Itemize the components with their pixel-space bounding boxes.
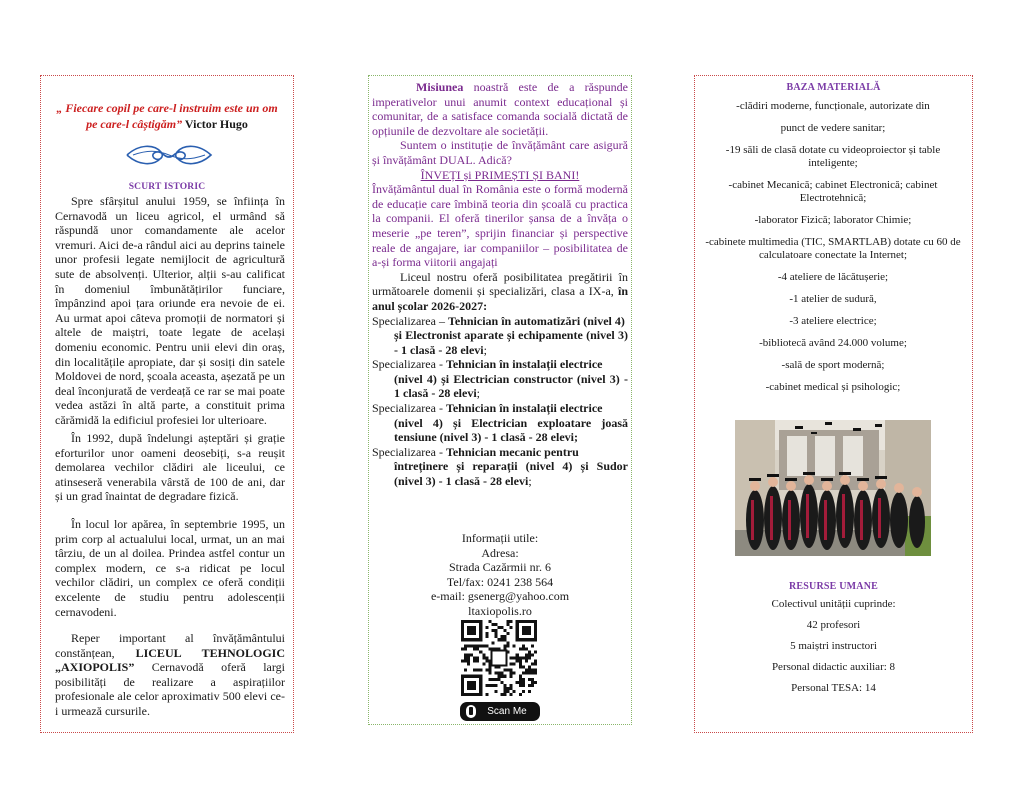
phone: Tel/fax: 0241 238 564 [446,574,554,589]
history-paragraph-4: Reper important al învățământului constănțean, LICEUL TEHNOLOGIC „AXIOPOLIS” Cernavodă oferă largi posibilități de realizare a aspirațiilor profesionale ale celor aproximativ 500 elevi ce-i urmează cursurile. [55,631,286,718]
dual-description: Învățământul dual în România este o formă modernă de educație care îmbină teoria din școală cu practica la companii. El oferă tinerilor șansa de a învăța o meserie „pe teren”, sprijin financiar și perspective reale de angajare, iar companiilor – posibilitatea de a-și forma viitorii angajați [372,182,628,270]
history-paragraph-2: În 1992, după îndelungi așteptări și grație eforturilor unor oameni deosebiți, s-a reușit demolarea vechilor clădiri ale liceului, ce atinseseră venerabila vârstă de 100 de ani, dar și un grad înaintat de degradare fizică. [55,431,285,504]
specialization-item: Specializarea – Tehnician în automatizări (nivel 4) și Electronist aparate și echipamente (nivel 3) - 1 clasă - 28 elevi; [372,313,628,357]
history-title: SCURT ISTORIC [128,182,206,192]
specialization-item: Specializarea - Tehnician în instalații electrice (nivel 4) și Electrician exploatare joasă tensiune (nivel 3) - 1 clasă - 28 elevi; [372,401,628,445]
quote-text: „ Fiecare copil pe care-l instruim este un om pe care-l câștigăm” [56,101,278,131]
material-base-item: -4 ateliere de lăcătușerie; [777,271,889,283]
material-base-list [701,100,965,403]
history-paragraph-3: În locul lor apărea, în septembrie 1995, un prim corp al actualului local, urmat, un an mai târziu, de un al doilea. Prindea astfel contur un complex modern, ce s-a ridicat pe locul vechilor clădiri, un complex ce oferă condiții excelente de studiu pentru adolescenții cernavodeni. [55,517,285,619]
material-base-item: -cabinet medical și psihologic; [765,381,901,393]
human-resources-item: Personal TESA: 14 [791,682,876,694]
human-resources-title: RESURSE UMANE [788,581,878,592]
human-resources-list [695,598,972,703]
specialization-item: Specializarea - Tehnician în instalații electrice (nivel 4) și Electrician constructor (nivel 3) - 1 clasă - 28 elevi; [372,357,628,401]
human-resources-item: Colectivul unității cuprinde: [771,598,896,610]
phone-icon [466,705,476,718]
material-base-item: -1 atelier de sudură, [789,293,877,305]
scan-me-button[interactable]: Scan Me [460,702,540,721]
material-base-item: -cabinet Mecanică; cabinet Electronică; cabinet Electrotehnică; [728,179,938,204]
specialization-item: Specializarea - Tehnician mecanic pentru întreținere și reparații (nivel 4) și Sudor (nivel 3) - 1 clasă - 28 elevi; [372,444,628,489]
website-link[interactable]: ltaxiopolis.ro [468,603,532,618]
human-resources-item: 42 profesori [806,619,861,631]
school-name: LICEUL TEHNOLOGIC „AXIOPOLIS” [55,645,286,675]
email-link[interactable]: e-mail: gsenerg@yahoo.com [430,589,570,604]
offer-paragraph: Liceul nostru oferă posibilitatea pregătirii în următoarele domenii și specializări, clasa a IX-a, în anul școlar 2026-2027: [372,269,628,313]
material-base-item: -cabinete multimedia (TIC, SMARTLAB) dotate cu 60 de calculatoare conectate la Internet; [705,236,961,261]
contact-info [369,531,631,619]
specializations-list [372,314,628,489]
dual-paragraph: Suntem o instituție de învățământ care asigură și învățământ DUAL. Adică? [372,138,628,167]
qr-code-icon[interactable] [461,620,537,696]
human-resources-item: Personal didactic auxiliar: 8 [771,661,896,673]
material-base-item: -laborator Fizică; laborator Chimie; [754,214,912,226]
quote [51,100,283,132]
graduation-photo [735,420,931,556]
material-base-item: -19 săli de clasă dotate cu videoproiector și table inteligente; [725,144,941,169]
material-base-item: -clădiri moderne, funcționale, autorizate din [736,100,930,112]
address-label: Adresa: [481,545,519,560]
flourish-ornament-icon [119,142,219,168]
panel-history [40,75,294,733]
history-paragraph-1: Spre sfârșitul anului 1959, se înființa în Cernavodă un liceu agricol, el urmând să răspundă unor comandamente ale acelor vremuri. Aici de-a rândul aici au deprins tainele unor profesii legate nemijlocit de agricultură sute de absolvenți. Ulterior, alții s-au calificat în domeniul îmbunătățirilor funciare, împânzind apoi țara oriunde era nevoie de ei. Au urmat apoi câteva promoții de normatori și altele de maiștri, toate legate de același domeniu economic. Pentru unii elevi din oraș, din localitățile apropiate, dar și sosiți din satele Moldovei de nord, școala aceasta, așezată pe un deal înconjurată de verdeață ce rar se mai poate vedea astăzi în altă parte, a constituit prima cărămidă la edificiul profesiei lor ulterioare. [55,194,285,427]
material-base-item: -3 ateliere electrice; [789,315,877,327]
dual-slogan: ÎNVEȚI și PRIMEȘTI ȘI BANI! [420,167,580,182]
material-base-title: BAZA MATERIALĂ [786,82,881,93]
panel-offer [368,75,632,725]
street: Strada Cazărmii nr. 6 [449,560,551,575]
material-base-item: -sală de sport modernă; [781,359,885,371]
material-base-item: punct de vedere sanitar; [780,122,886,134]
human-resources-item: 5 maiștri instructori [790,640,877,652]
offer-text [372,80,628,489]
panel-resources [694,75,973,733]
mission-paragraph: Misiunea noastră este de a răspunde imperativelor unui anumit context educațional și comunitar, de a satisface comanda socială dictată de opțiunile de dezvoltare ale societății. [372,80,628,138]
contact-title: Informații utile: [461,531,539,545]
quote-author: Victor Hugo [184,117,248,131]
material-base-item: -bibliotecă având 24.000 volume; [759,337,907,349]
